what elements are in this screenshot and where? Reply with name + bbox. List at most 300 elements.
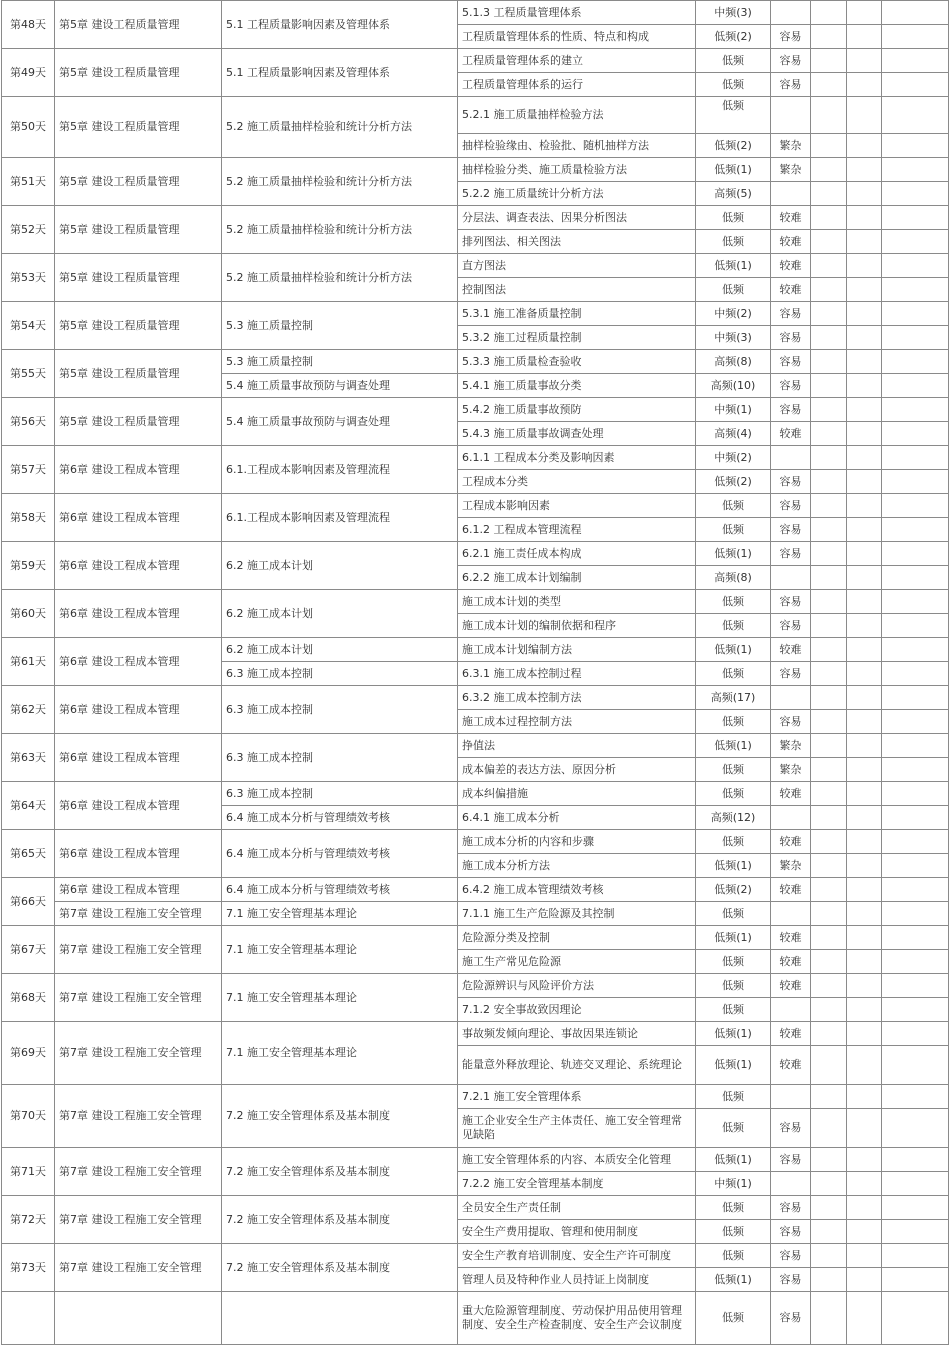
section-cell: 6.1.工程成本影响因素及管理流程 bbox=[222, 494, 458, 542]
day-cell: 第63天 bbox=[2, 734, 55, 782]
difficulty-cell: 较难 bbox=[771, 782, 811, 806]
table-row bbox=[2, 1148, 949, 1172]
topic-cell: 施工成本计划编制方法 bbox=[458, 638, 696, 662]
difficulty-cell: 较难 bbox=[771, 878, 811, 902]
topic-cell: 抽样检验缘由、检验批、随机抽样方法 bbox=[458, 134, 696, 158]
topic-cell: 6.4.1 施工成本分析 bbox=[458, 806, 696, 830]
check-cell bbox=[847, 1292, 882, 1345]
topic-cell: 7.2.2 施工安全管理基本制度 bbox=[458, 1172, 696, 1196]
difficulty-cell: 容易 bbox=[771, 590, 811, 614]
topic-cell: 施工成本过程控制方法 bbox=[458, 710, 696, 734]
frequency-cell: 低频 bbox=[696, 206, 771, 230]
check-cell bbox=[811, 686, 847, 710]
check-cell bbox=[811, 638, 847, 662]
section-cell: 5.1 工程质量影响因素及管理体系 bbox=[222, 49, 458, 97]
frequency-cell: 低频 bbox=[696, 1085, 771, 1109]
check-cell bbox=[847, 998, 882, 1022]
chapter-cell: 第7章 建设工程施工安全管理 bbox=[55, 1244, 222, 1292]
check-cell bbox=[811, 782, 847, 806]
difficulty-cell: 较难 bbox=[771, 974, 811, 998]
day-cell: 第67天 bbox=[2, 926, 55, 974]
check-cell bbox=[811, 1046, 847, 1085]
section-cell: 5.4 施工质量事故预防与调查处理 bbox=[222, 374, 458, 398]
difficulty-cell bbox=[771, 686, 811, 710]
day-cell: 第56天 bbox=[2, 398, 55, 446]
chapter-cell: 第5章 建设工程质量管理 bbox=[55, 254, 222, 302]
table-row bbox=[2, 926, 949, 950]
frequency-cell: 低频(1) bbox=[696, 254, 771, 278]
topic-cell: 5.4.2 施工质量事故预防 bbox=[458, 398, 696, 422]
check-cell bbox=[847, 374, 882, 398]
difficulty-cell: 容易 bbox=[771, 662, 811, 686]
section-cell: 7.2 施工安全管理体系及基本制度 bbox=[222, 1085, 458, 1148]
schedule-body bbox=[2, 1, 949, 1345]
topic-cell: 6.4.2 施工成本管理绩效考核 bbox=[458, 878, 696, 902]
check-cell bbox=[811, 1220, 847, 1244]
difficulty-cell: 繁杂 bbox=[771, 734, 811, 758]
topic-cell: 挣值法 bbox=[458, 734, 696, 758]
check-cell bbox=[847, 590, 882, 614]
difficulty-cell: 容易 bbox=[771, 1109, 811, 1148]
difficulty-cell: 较难 bbox=[771, 926, 811, 950]
check-cell bbox=[847, 1022, 882, 1046]
table-row bbox=[2, 902, 949, 926]
frequency-cell: 低频 bbox=[696, 1196, 771, 1220]
notes-cell bbox=[882, 1172, 949, 1196]
day-cell: 第64天 bbox=[2, 782, 55, 830]
topic-cell: 施工生产常见危险源 bbox=[458, 950, 696, 974]
day-cell: 第61天 bbox=[2, 638, 55, 686]
section-cell bbox=[222, 1292, 458, 1345]
notes-cell bbox=[882, 518, 949, 542]
topic-cell: 工程成本影响因素 bbox=[458, 494, 696, 518]
topic-cell: 重大危险源管理制度、劳动保护用品使用管理制度、安全生产检查制度、安全生产会议制度 bbox=[458, 1292, 696, 1345]
difficulty-cell: 容易 bbox=[771, 470, 811, 494]
check-cell bbox=[811, 566, 847, 590]
notes-cell bbox=[882, 950, 949, 974]
table-row bbox=[2, 830, 949, 854]
table-row bbox=[2, 1196, 949, 1220]
chapter-cell: 第6章 建设工程成本管理 bbox=[55, 638, 222, 686]
check-cell bbox=[811, 374, 847, 398]
chapter-cell: 第5章 建设工程质量管理 bbox=[55, 1, 222, 49]
section-cell: 7.1 施工安全管理基本理论 bbox=[222, 974, 458, 1022]
notes-cell bbox=[882, 350, 949, 374]
check-cell bbox=[811, 254, 847, 278]
check-cell bbox=[811, 1196, 847, 1220]
table-row bbox=[2, 494, 949, 518]
check-cell bbox=[811, 542, 847, 566]
chapter-cell: 第6章 建设工程成本管理 bbox=[55, 446, 222, 494]
frequency-cell: 高频(5) bbox=[696, 182, 771, 206]
section-cell: 7.1 施工安全管理基本理论 bbox=[222, 926, 458, 974]
difficulty-cell: 较难 bbox=[771, 230, 811, 254]
notes-cell bbox=[882, 302, 949, 326]
check-cell bbox=[811, 302, 847, 326]
notes-cell bbox=[882, 97, 949, 134]
notes-cell bbox=[882, 1046, 949, 1085]
day-cell: 第51天 bbox=[2, 158, 55, 206]
table-row bbox=[2, 1244, 949, 1268]
check-cell bbox=[811, 806, 847, 830]
day-cell: 第69天 bbox=[2, 1022, 55, 1085]
notes-cell bbox=[882, 902, 949, 926]
check-cell bbox=[847, 446, 882, 470]
notes-cell bbox=[882, 566, 949, 590]
day-cell: 第68天 bbox=[2, 974, 55, 1022]
topic-cell: 6.1.2 工程成本管理流程 bbox=[458, 518, 696, 542]
notes-cell bbox=[882, 662, 949, 686]
day-cell: 第52天 bbox=[2, 206, 55, 254]
notes-cell bbox=[882, 254, 949, 278]
difficulty-cell: 容易 bbox=[771, 49, 811, 73]
check-cell bbox=[811, 278, 847, 302]
check-cell bbox=[847, 878, 882, 902]
topic-cell: 工程质量管理体系的运行 bbox=[458, 73, 696, 97]
frequency-cell: 低频(2) bbox=[696, 470, 771, 494]
day-cell: 第57天 bbox=[2, 446, 55, 494]
difficulty-cell: 容易 bbox=[771, 494, 811, 518]
topic-cell: 危险源辨识与风险评价方法 bbox=[458, 974, 696, 998]
chapter-cell: 第6章 建设工程成本管理 bbox=[55, 686, 222, 734]
check-cell bbox=[811, 1268, 847, 1292]
frequency-cell: 低频 bbox=[696, 97, 771, 134]
check-cell bbox=[811, 1244, 847, 1268]
difficulty-cell: 容易 bbox=[771, 350, 811, 374]
frequency-cell: 低频(1) bbox=[696, 926, 771, 950]
check-cell bbox=[847, 926, 882, 950]
section-cell: 6.2 施工成本计划 bbox=[222, 542, 458, 590]
check-cell bbox=[847, 73, 882, 97]
table-row bbox=[2, 542, 949, 566]
notes-cell bbox=[882, 1292, 949, 1345]
frequency-cell: 低频(1) bbox=[696, 158, 771, 182]
difficulty-cell: 容易 bbox=[771, 542, 811, 566]
check-cell bbox=[847, 49, 882, 73]
check-cell bbox=[847, 1220, 882, 1244]
section-cell: 5.2 施工质量抽样检验和统计分析方法 bbox=[222, 206, 458, 254]
notes-cell bbox=[882, 614, 949, 638]
topic-cell: 事故频发倾向理论、事故因果连锁论 bbox=[458, 1022, 696, 1046]
day-cell: 第50天 bbox=[2, 97, 55, 158]
day-cell: 第66天 bbox=[2, 878, 55, 926]
topic-cell: 6.3.1 施工成本控制过程 bbox=[458, 662, 696, 686]
frequency-cell: 低频(2) bbox=[696, 878, 771, 902]
frequency-cell: 低频(2) bbox=[696, 134, 771, 158]
frequency-cell: 中频(1) bbox=[696, 398, 771, 422]
check-cell bbox=[847, 854, 882, 878]
check-cell bbox=[811, 446, 847, 470]
difficulty-cell: 容易 bbox=[771, 398, 811, 422]
day-cell: 第54天 bbox=[2, 302, 55, 350]
topic-cell: 控制图法 bbox=[458, 278, 696, 302]
frequency-cell: 低频 bbox=[696, 998, 771, 1022]
table-row bbox=[2, 782, 949, 806]
chapter-cell: 第6章 建设工程成本管理 bbox=[55, 878, 222, 902]
check-cell bbox=[847, 1, 882, 25]
day-cell: 第73天 bbox=[2, 1244, 55, 1292]
check-cell bbox=[847, 302, 882, 326]
difficulty-cell: 容易 bbox=[771, 1148, 811, 1172]
frequency-cell: 低频 bbox=[696, 49, 771, 73]
topic-cell: 5.3.3 施工质量检查验收 bbox=[458, 350, 696, 374]
check-cell bbox=[847, 278, 882, 302]
section-cell: 6.2 施工成本计划 bbox=[222, 590, 458, 638]
check-cell bbox=[847, 710, 882, 734]
table-row bbox=[2, 97, 949, 134]
frequency-cell: 低频(1) bbox=[696, 1268, 771, 1292]
check-cell bbox=[811, 49, 847, 73]
day-cell: 第62天 bbox=[2, 686, 55, 734]
day-cell: 第71天 bbox=[2, 1148, 55, 1196]
topic-cell: 危险源分类及控制 bbox=[458, 926, 696, 950]
section-cell: 6.3 施工成本控制 bbox=[222, 662, 458, 686]
chapter-cell: 第7章 建设工程施工安全管理 bbox=[55, 902, 222, 926]
topic-cell: 5.1.3 工程质量管理体系 bbox=[458, 1, 696, 25]
day-cell: 第48天 bbox=[2, 1, 55, 49]
section-cell: 6.3 施工成本控制 bbox=[222, 782, 458, 806]
table-row bbox=[2, 49, 949, 73]
difficulty-cell: 容易 bbox=[771, 1196, 811, 1220]
check-cell bbox=[811, 830, 847, 854]
check-cell bbox=[847, 1148, 882, 1172]
frequency-cell: 低频(1) bbox=[696, 1148, 771, 1172]
check-cell bbox=[847, 950, 882, 974]
topic-cell: 全员安全生产责任制 bbox=[458, 1196, 696, 1220]
notes-cell bbox=[882, 206, 949, 230]
topic-cell: 排列图法、相关图法 bbox=[458, 230, 696, 254]
frequency-cell: 低频 bbox=[696, 758, 771, 782]
check-cell bbox=[811, 854, 847, 878]
notes-cell bbox=[882, 182, 949, 206]
frequency-cell: 低频(1) bbox=[696, 542, 771, 566]
check-cell bbox=[847, 326, 882, 350]
table-row bbox=[2, 878, 949, 902]
topic-cell: 7.2.1 施工安全管理体系 bbox=[458, 1085, 696, 1109]
section-cell: 7.1 施工安全管理基本理论 bbox=[222, 902, 458, 926]
frequency-cell: 低频(1) bbox=[696, 1022, 771, 1046]
day-cell: 第58天 bbox=[2, 494, 55, 542]
topic-cell: 施工企业安全生产主体责任、施工安全管理常见缺陷 bbox=[458, 1109, 696, 1148]
frequency-cell: 低频 bbox=[696, 662, 771, 686]
frequency-cell: 低频(1) bbox=[696, 734, 771, 758]
topic-cell: 工程质量管理体系的性质、特点和构成 bbox=[458, 25, 696, 49]
check-cell bbox=[811, 1, 847, 25]
check-cell bbox=[847, 806, 882, 830]
difficulty-cell: 繁杂 bbox=[771, 134, 811, 158]
notes-cell bbox=[882, 326, 949, 350]
difficulty-cell: 繁杂 bbox=[771, 758, 811, 782]
check-cell bbox=[847, 422, 882, 446]
difficulty-cell: 容易 bbox=[771, 73, 811, 97]
section-cell: 7.2 施工安全管理体系及基本制度 bbox=[222, 1244, 458, 1292]
frequency-cell: 低频 bbox=[696, 230, 771, 254]
check-cell bbox=[847, 97, 882, 134]
check-cell bbox=[847, 134, 882, 158]
frequency-cell: 低频(2) bbox=[696, 25, 771, 49]
check-cell bbox=[847, 518, 882, 542]
check-cell bbox=[811, 518, 847, 542]
frequency-cell: 低频 bbox=[696, 518, 771, 542]
chapter-cell: 第7章 建设工程施工安全管理 bbox=[55, 1085, 222, 1148]
difficulty-cell bbox=[771, 1, 811, 25]
table-row bbox=[2, 254, 949, 278]
check-cell bbox=[811, 662, 847, 686]
frequency-cell: 低频 bbox=[696, 782, 771, 806]
section-cell: 7.2 施工安全管理体系及基本制度 bbox=[222, 1196, 458, 1244]
check-cell bbox=[811, 206, 847, 230]
difficulty-cell: 容易 bbox=[771, 374, 811, 398]
difficulty-cell bbox=[771, 182, 811, 206]
table-row bbox=[2, 590, 949, 614]
section-cell: 5.2 施工质量抽样检验和统计分析方法 bbox=[222, 97, 458, 158]
frequency-cell: 低频(1) bbox=[696, 1046, 771, 1085]
difficulty-cell: 容易 bbox=[771, 1268, 811, 1292]
check-cell bbox=[847, 830, 882, 854]
difficulty-cell: 容易 bbox=[771, 25, 811, 49]
difficulty-cell: 容易 bbox=[771, 1292, 811, 1345]
difficulty-cell: 容易 bbox=[771, 518, 811, 542]
notes-cell bbox=[882, 1109, 949, 1148]
check-cell bbox=[811, 878, 847, 902]
topic-cell: 7.1.1 施工生产危险源及其控制 bbox=[458, 902, 696, 926]
topic-cell: 5.4.3 施工质量事故调查处理 bbox=[458, 422, 696, 446]
frequency-cell: 低频 bbox=[696, 1109, 771, 1148]
section-cell: 7.1 施工安全管理基本理论 bbox=[222, 1022, 458, 1085]
difficulty-cell bbox=[771, 566, 811, 590]
notes-cell bbox=[882, 278, 949, 302]
check-cell bbox=[847, 1172, 882, 1196]
topic-cell: 6.3.2 施工成本控制方法 bbox=[458, 686, 696, 710]
chapter-cell: 第6章 建设工程成本管理 bbox=[55, 830, 222, 878]
check-cell bbox=[811, 1085, 847, 1109]
check-cell bbox=[847, 1046, 882, 1085]
notes-cell bbox=[882, 1085, 949, 1109]
check-cell bbox=[811, 97, 847, 134]
difficulty-cell: 容易 bbox=[771, 614, 811, 638]
difficulty-cell: 较难 bbox=[771, 638, 811, 662]
table-row bbox=[2, 1085, 949, 1109]
chapter-cell: 第6章 建设工程成本管理 bbox=[55, 542, 222, 590]
notes-cell bbox=[882, 158, 949, 182]
notes-cell bbox=[882, 878, 949, 902]
notes-cell bbox=[882, 734, 949, 758]
frequency-cell: 高频(4) bbox=[696, 422, 771, 446]
frequency-cell: 高频(10) bbox=[696, 374, 771, 398]
section-cell: 5.2 施工质量抽样检验和统计分析方法 bbox=[222, 158, 458, 206]
notes-cell bbox=[882, 1220, 949, 1244]
check-cell bbox=[811, 902, 847, 926]
day-cell bbox=[2, 1292, 55, 1345]
difficulty-cell bbox=[771, 902, 811, 926]
check-cell bbox=[811, 422, 847, 446]
topic-cell: 成本纠偏措施 bbox=[458, 782, 696, 806]
topic-cell: 施工成本计划的编制依据和程序 bbox=[458, 614, 696, 638]
check-cell bbox=[847, 206, 882, 230]
section-cell: 5.3 施工质量控制 bbox=[222, 350, 458, 374]
check-cell bbox=[811, 1292, 847, 1345]
check-cell bbox=[811, 158, 847, 182]
notes-cell bbox=[882, 974, 949, 998]
difficulty-cell: 较难 bbox=[771, 278, 811, 302]
difficulty-cell bbox=[771, 97, 811, 134]
frequency-cell: 低频 bbox=[696, 73, 771, 97]
frequency-cell: 高频(12) bbox=[696, 806, 771, 830]
check-cell bbox=[811, 950, 847, 974]
frequency-cell: 低频 bbox=[696, 974, 771, 998]
check-cell bbox=[847, 1268, 882, 1292]
check-cell bbox=[847, 1109, 882, 1148]
chapter-cell: 第5章 建设工程质量管理 bbox=[55, 398, 222, 446]
notes-cell bbox=[882, 926, 949, 950]
notes-cell bbox=[882, 998, 949, 1022]
day-cell: 第72天 bbox=[2, 1196, 55, 1244]
topic-cell: 施工成本分析的内容和步骤 bbox=[458, 830, 696, 854]
chapter-cell: 第6章 建设工程成本管理 bbox=[55, 590, 222, 638]
section-cell: 6.1.工程成本影响因素及管理流程 bbox=[222, 446, 458, 494]
chapter-cell: 第5章 建设工程质量管理 bbox=[55, 206, 222, 254]
check-cell bbox=[847, 614, 882, 638]
study-schedule-table bbox=[1, 0, 949, 1345]
difficulty-cell bbox=[771, 806, 811, 830]
day-cell: 第55天 bbox=[2, 350, 55, 398]
topic-cell: 工程成本分类 bbox=[458, 470, 696, 494]
notes-cell bbox=[882, 73, 949, 97]
notes-cell bbox=[882, 1244, 949, 1268]
check-cell bbox=[811, 926, 847, 950]
check-cell bbox=[811, 590, 847, 614]
frequency-cell: 中频(2) bbox=[696, 446, 771, 470]
table-row bbox=[2, 1, 949, 25]
section-cell: 6.4 施工成本分析与管理绩效考核 bbox=[222, 806, 458, 830]
day-cell: 第49天 bbox=[2, 49, 55, 97]
topic-cell: 能量意外释放理论、轨迹交叉理论、系统理论 bbox=[458, 1046, 696, 1085]
section-cell: 6.4 施工成本分析与管理绩效考核 bbox=[222, 830, 458, 878]
chapter-cell: 第6章 建设工程成本管理 bbox=[55, 734, 222, 782]
topic-cell: 5.2.2 施工质量统计分析方法 bbox=[458, 182, 696, 206]
topic-cell: 6.1.1 工程成本分类及影响因素 bbox=[458, 446, 696, 470]
difficulty-cell bbox=[771, 1172, 811, 1196]
difficulty-cell: 较难 bbox=[771, 1022, 811, 1046]
notes-cell bbox=[882, 422, 949, 446]
section-cell: 6.3 施工成本控制 bbox=[222, 686, 458, 734]
notes-cell bbox=[882, 446, 949, 470]
topic-cell: 7.1.2 安全事故致因理论 bbox=[458, 998, 696, 1022]
difficulty-cell: 较难 bbox=[771, 950, 811, 974]
table-row bbox=[2, 1022, 949, 1046]
chapter-cell: 第7章 建设工程施工安全管理 bbox=[55, 926, 222, 974]
check-cell bbox=[847, 1244, 882, 1268]
notes-cell bbox=[882, 49, 949, 73]
check-cell bbox=[811, 734, 847, 758]
frequency-cell: 低频 bbox=[696, 614, 771, 638]
day-cell: 第60天 bbox=[2, 590, 55, 638]
check-cell bbox=[847, 25, 882, 49]
notes-cell bbox=[882, 830, 949, 854]
check-cell bbox=[811, 1109, 847, 1148]
frequency-cell: 中频(1) bbox=[696, 1172, 771, 1196]
topic-cell: 抽样检验分类、施工质量检验方法 bbox=[458, 158, 696, 182]
notes-cell bbox=[882, 758, 949, 782]
topic-cell: 直方图法 bbox=[458, 254, 696, 278]
difficulty-cell: 较难 bbox=[771, 206, 811, 230]
table-row bbox=[2, 638, 949, 662]
check-cell bbox=[847, 494, 882, 518]
notes-cell bbox=[882, 1196, 949, 1220]
topic-cell: 工程质量管理体系的建立 bbox=[458, 49, 696, 73]
frequency-cell: 低频 bbox=[696, 830, 771, 854]
difficulty-cell: 繁杂 bbox=[771, 158, 811, 182]
